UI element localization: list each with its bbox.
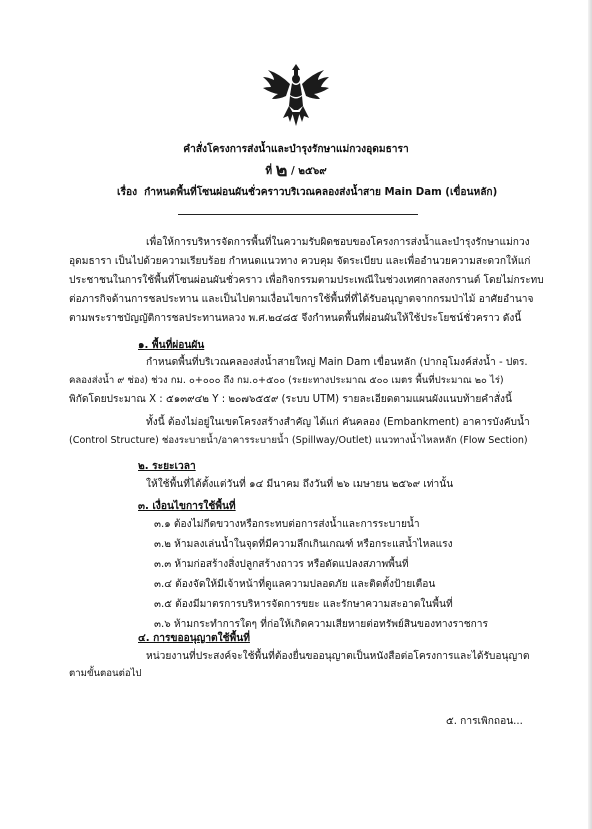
intro-line: ประชาชนในการใช้พื้นที่โซนผ่อนผันชั่วคราว เพื่อกิจกรรมตามประเพณีในช่วงเทศกาลสงกรานต์ โดยไม่กระทบ — [69, 275, 544, 286]
intro-line: ต่อภารกิจด้านการชลประทาน และเป็นไปตามเงื่อนไขการใช้พื้นที่ที่ได้รับอนุญาตจากกรมป่าไม้ อาศัยอำนาจ — [69, 294, 534, 305]
order-number-prefix: ที่ — [265, 166, 273, 177]
section-3-item: ๓.๒ ห้ามลงเล่นน้ำในจุดที่มีความลึกเกินเกณฑ์ หรือกระแสน้ำไหลแรง — [154, 539, 453, 550]
order-title: คำสั่งโครงการส่งน้ำและบำรุงรักษาแม่กวงอุดมธารา — [183, 144, 409, 155]
section-1-line: กำหนดพื้นที่บริเวณคลองส่งน้ำสายใหญ่ Main Dam เขื่อนหลัก (ปากอุโมงค์ส่งน้ำ - ปตร. — [146, 357, 528, 368]
section-3-item: ๓.๖ ห้ามกระทำการใดๆ ที่ก่อให้เกิดความเสียหายต่อทรัพย์สินของทางราชการ — [154, 619, 488, 630]
section-2-heading: ๒. ระยะเวลา — [138, 461, 196, 472]
section-1-note-line: ทั้งนี้ ต้องไม่อยู่ในเขตโครงสร้างสำคัญ ได้แก่ คันคลอง (Embankment) อาคารบังคับน้ำ — [146, 417, 530, 428]
intro-line: อุดมธารา เป็นไปด้วยความเรียบร้อย กำหนดแนวทาง ควบคุม จัดระเบียบ และเพื่ออำนวยความสะดวกให้แก่ — [69, 256, 531, 267]
section-3-item: ๓.๑ ต้องไม่กีดขวางหรือกระทบต่อการส่งน้ำและการระบายน้ำ — [154, 519, 420, 530]
section-2-line: ให้ใช้พื้นที่ได้ตั้งแต่วันที่ ๑๔ มีนาคม ถึงวันที่ ๒๖ เมษายน ๒๕๖๙ เท่านั้น — [146, 479, 454, 490]
subject-text: กำหนดพื้นที่โซนผ่อนผันชั่วคราวบริเวณคลองส่งน้ำสาย Main Dam (เขื่อนหลัก) — [144, 187, 498, 198]
section-4-heading: ๔. การขออนุญาตใช้พื้นที่ — [138, 633, 250, 644]
section-1-line: พิกัดโดยประมาณ X : ๕๑๓๙๔๒ Y : ๒๐๗๖๕๕๙ (ระบบ UTM) รายละเอียดตามแผนผังแนบท้ายคำสั่งนี้ — [69, 394, 512, 405]
section-3-heading: ๓. เงื่อนไขการใช้พื้นที่ — [138, 501, 236, 512]
intro-line: ตามพระราชบัญญัติการชลประทานหลวง พ.ศ.๒๔๘๕ จึงกำหนดพื้นที่ผ่อนผันให้ใช้ประโยชน์ชั่วคราว ดังนี้ — [69, 313, 522, 324]
section-1-note-line: (Control Structure) ช่องระบายน้ำ/อาคารระบายน้ำ (Spillway/Outlet) แนวทางน้ำไหลหลัก (Flow Section) — [69, 435, 528, 446]
header-divider — [178, 214, 418, 215]
subject-label: เรื่อง — [117, 187, 138, 198]
section-4-line: ตามขั้นตอนต่อไป — [69, 668, 142, 679]
section-3-item: ๓.๓ ห้ามก่อสร้างสิ่งปลูกสร้างถาวร หรือดัดแปลงสภาพพื้นที่ — [154, 559, 409, 570]
order-number-value: ๒ — [275, 160, 288, 181]
intro-line: เพื่อให้การบริหารจัดการพื้นที่ในความรับผิดชอบของโครงการส่งน้ำและบำรุงรักษาแม่กวง — [146, 237, 530, 248]
page-edge-shadow — [588, 0, 592, 829]
section-1-line: คลองส่งน้ำ ๙ ช่อง) ช่วง กม. ๐+๐๐๐ ถึง กม.๐+๕๐๐ (ระยะทางประมาณ ๕๐๐ เมตร พื้นที่ประมาณ ๒๐ ไร่) — [69, 375, 504, 386]
continuation-marker: ๕. การเพิกถอน... — [446, 716, 523, 727]
section-3-item: ๓.๕ ต้องมีมาตรการบริหารจัดการขยะ และรักษาความสะอาดในพื้นที่ — [154, 599, 453, 610]
section-1-heading: ๑. พื้นที่ผ่อนผัน — [138, 340, 205, 351]
garuda-emblem-icon — [261, 60, 331, 130]
order-subject — [117, 186, 497, 200]
order-number-suffix: / ๒๕๖๙ — [291, 166, 327, 177]
section-3-item: ๓.๔ ต้องจัดให้มีเจ้าหน้าที่ดูแลความปลอดภัย และติดตั้งป้ายเตือน — [154, 579, 436, 590]
order-number — [0, 162, 592, 179]
section-4-line: หน่วยงานที่ประสงค์จะใช้พื้นที่ต้องยื่นขออนุญาตเป็นหนังสือต่อโครงการและได้รับอนุญาต — [146, 651, 530, 662]
